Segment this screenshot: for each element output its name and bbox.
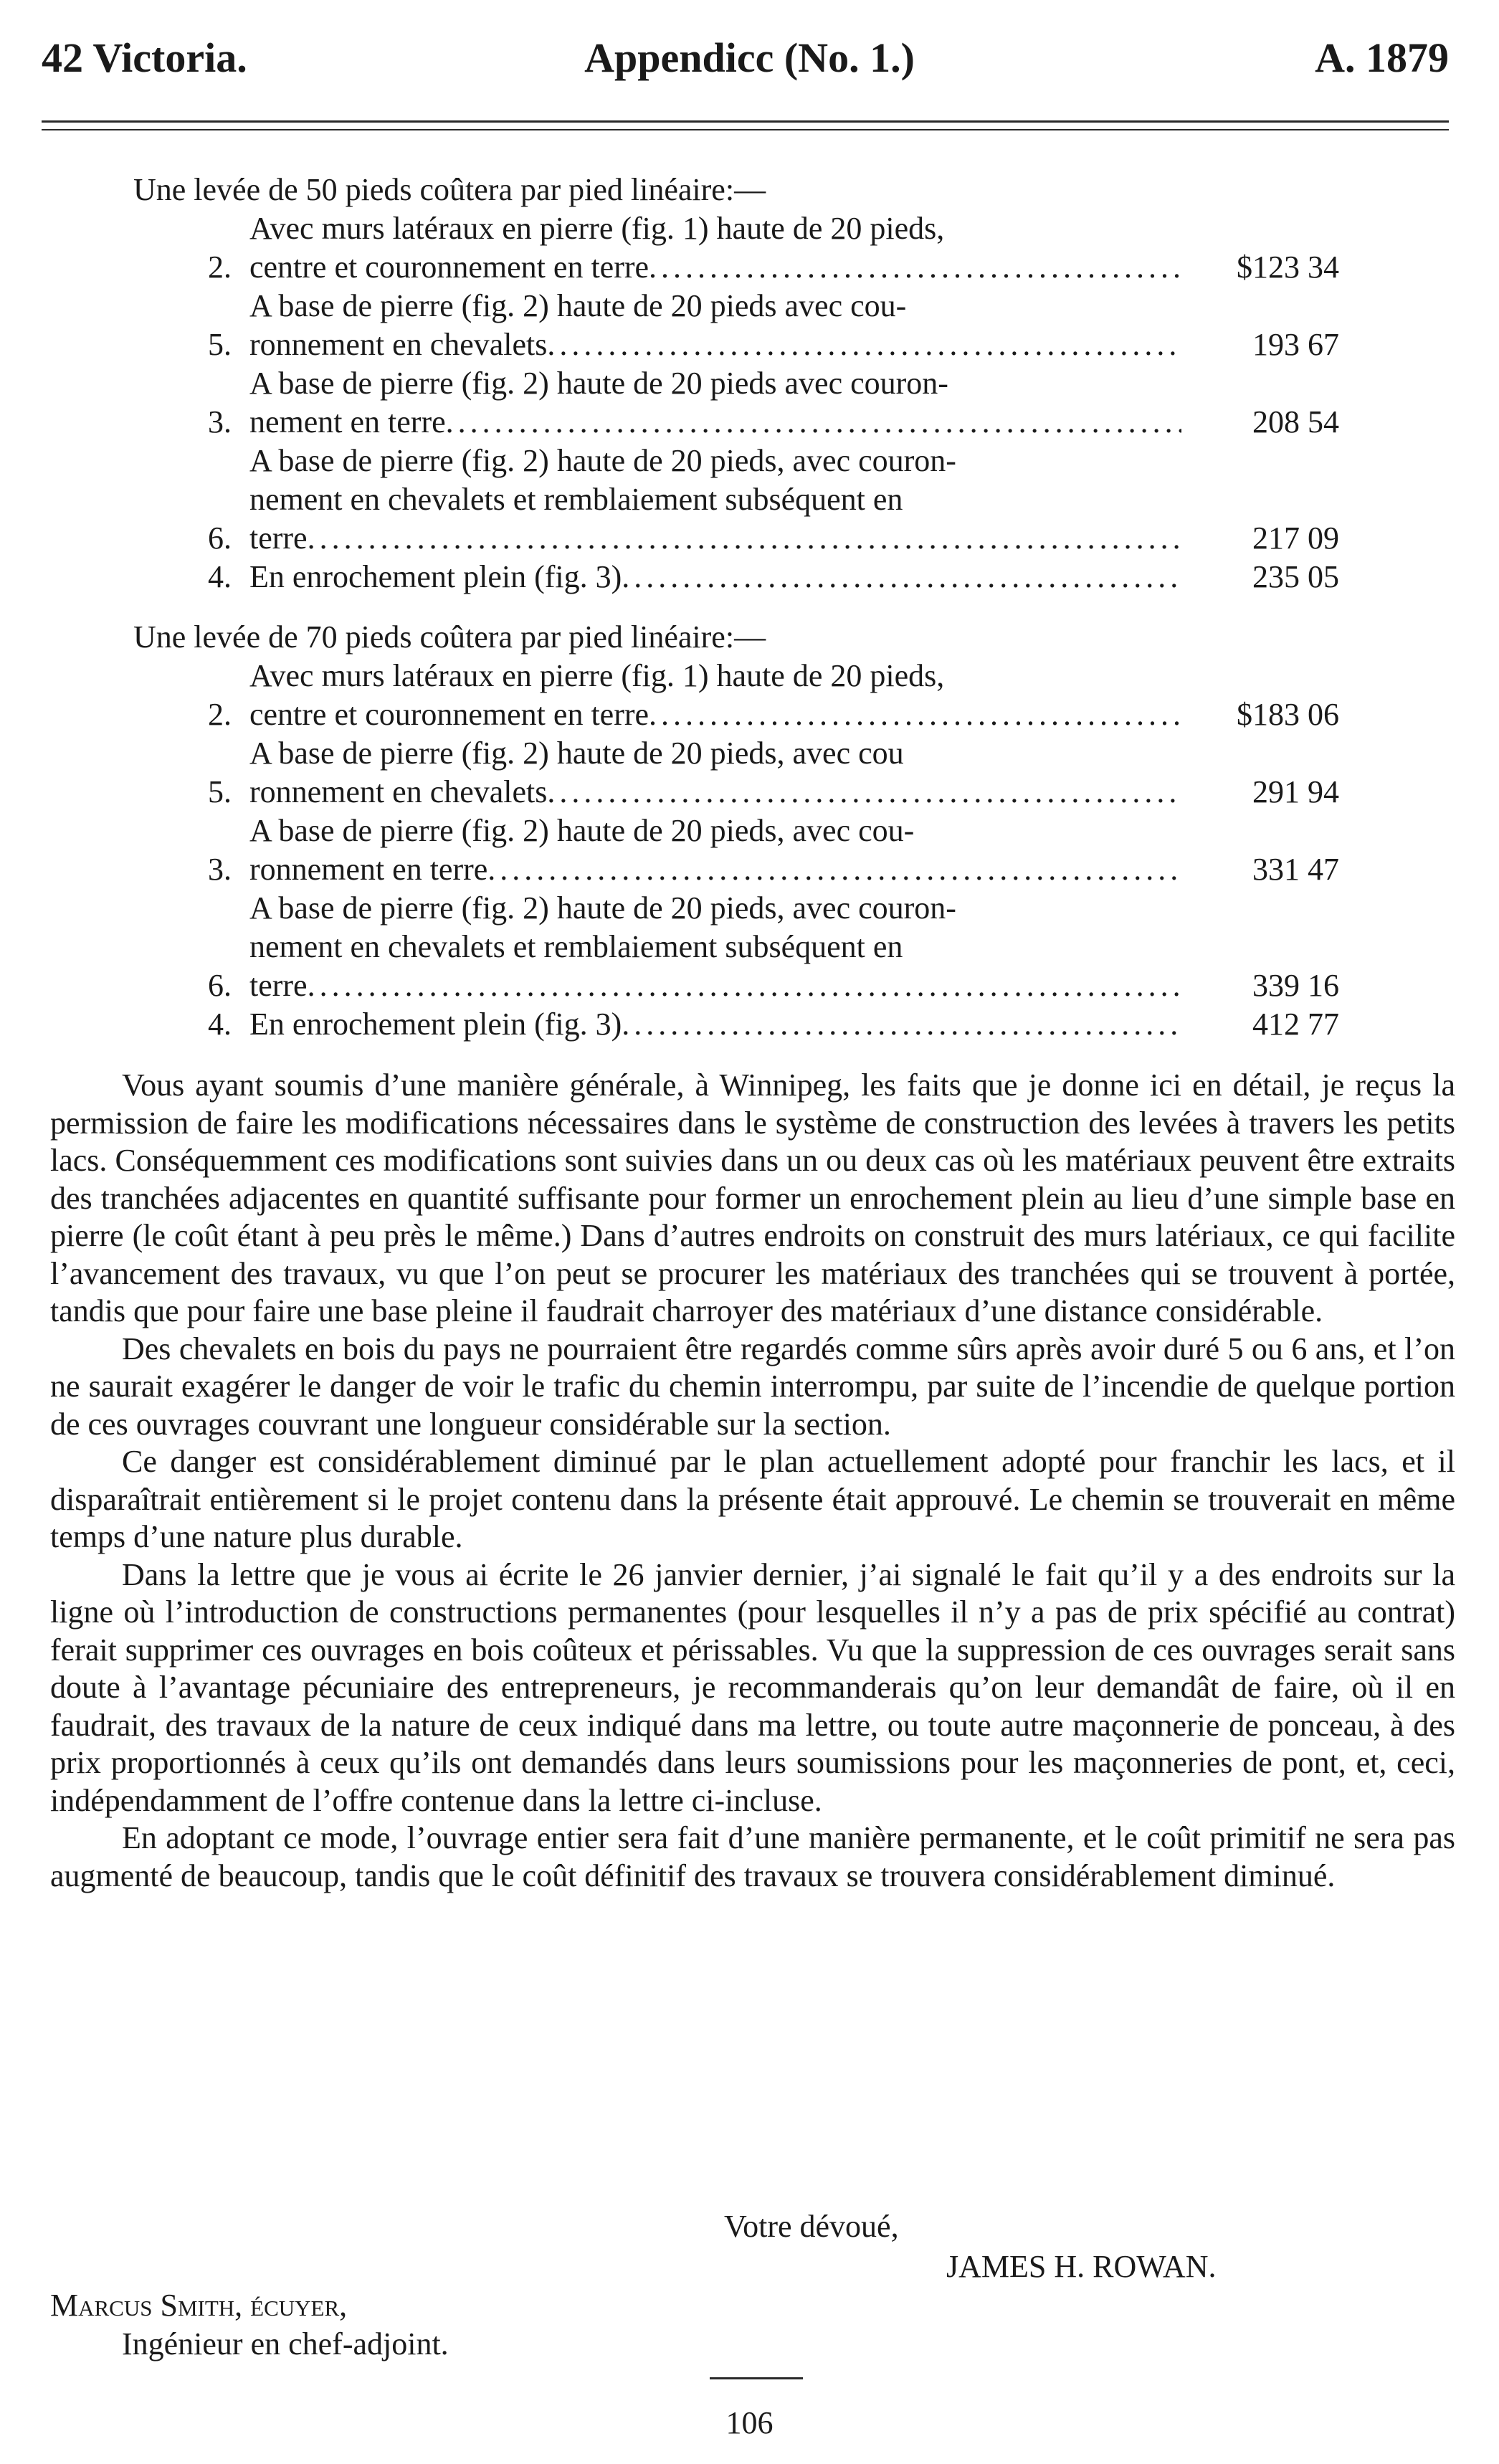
header-rule-2: [42, 129, 1449, 130]
cost-item: [42, 889, 1447, 1005]
addressee-name-text: Marcus Smith, écuyer,: [50, 2288, 348, 2323]
dot-leader: [649, 695, 1181, 734]
cost-item: [42, 812, 1447, 889]
cost-list-70-intro: Une levée de 70 pieds coûtera par pied linéaire:—: [133, 619, 766, 655]
dot-leader: [649, 248, 1181, 287]
cost-item: [42, 734, 1447, 812]
item-text: nement en chevalets et remblaiement subséquent en: [249, 482, 903, 517]
item-number: 5.: [208, 327, 232, 362]
item-text: ronnement en chevalets: [249, 774, 548, 809]
cost-item: [42, 287, 1447, 364]
addressee-title: Ingénieur en chef-adjoint.: [122, 2326, 449, 2361]
item-price: $183 06: [1237, 697, 1339, 732]
item-price: 235 05: [1252, 559, 1339, 594]
cost-item: [42, 657, 1447, 734]
item-text: terre: [249, 520, 308, 556]
cost-item: [42, 1005, 1447, 1044]
item-text: ronnement en terre: [249, 852, 488, 887]
item-price: 339 16: [1252, 968, 1339, 1003]
signature: JAMES H. ROWAN.: [946, 2249, 1217, 2284]
cost-item: [42, 364, 1447, 442]
item-price: 217 09: [1252, 520, 1339, 556]
item-text: Avec murs latéraux en pierre (fig. 1) haute de 20 pieds,: [249, 211, 945, 246]
item-price: $123 34: [1237, 249, 1339, 285]
addressee-name: [50, 2287, 347, 2324]
header-rule: [42, 120, 1449, 123]
paragraph: Des chevalets en bois du pays ne pourraient être regardés comme sûrs après avoir duré 5 ou 6 ans, et l’on ne saurait exagérer le danger de voir le trafic du chemin interrompu, par suite de l’incendie de quelque portion de ces ouvrages couvrant une longueur considérable sur la section.: [50, 1331, 1455, 1442]
item-number: 6.: [208, 968, 232, 1003]
cost-list-70: [42, 618, 1447, 1044]
dot-leader: [308, 519, 1181, 558]
item-number: 4.: [208, 559, 232, 594]
dot-leader: [487, 850, 1181, 889]
salutation: Votre dévoué,: [724, 2209, 899, 2244]
header-left: 42 Victoria.: [42, 34, 247, 81]
item-number: 3.: [208, 404, 232, 439]
item-text: A base de pierre (fig. 2) haute de 20 pieds, avec cou: [249, 736, 904, 771]
cost-item: [42, 209, 1447, 287]
paragraph: Dans la lettre que je vous ai écrite le 26 janvier dernier, j’ai signalé le fait qu’il y a des endroits sur la ligne où l’introduction de constructions permanentes (pour lesquelles il n’y a pas de prix spécifié au contrat) ferait supprimer ces ouvrages en bois coûteux et périssables. Vu que la suppression de ces ouvrages serait sans doute à l’avantage pécuniaire des entrepreneurs, je recommanderais qu’on leur demandât de faire, où il en faudrait, des travaux de la nature de ceux indiqué dans ma lettre, ou toute autre maçonnerie de ponceau, à des prix proportionnés à ceux qu’ils ont demandés dans leurs soumissions pour les maçonneries de pont, et, ceci, indépendamment de l’offre contenue dans la lettre ci-incluse.: [50, 1556, 1455, 1818]
item-text: ronnement en chevalets: [249, 327, 548, 362]
item-number: 5.: [208, 774, 232, 809]
item-text: nement en terre: [249, 404, 446, 439]
item-text: centre et couronnement en terre: [249, 249, 649, 285]
item-text: A base de pierre (fig. 2) haute de 20 pieds avec cou-: [249, 288, 907, 323]
item-text: nement en chevalets et remblaiement subséquent en: [249, 929, 903, 964]
item-price: 208 54: [1252, 404, 1339, 439]
cost-item: [42, 558, 1447, 596]
dot-leader: [446, 403, 1181, 442]
paragraph: Ce danger est considérablement diminué par le plan actuellement adopté pour franchir les lacs, et il disparaîtrait entièrement si le projet contenu dans la présente était approuvé. Le chemin se trouverait en même temps d’une nature plus durable.: [50, 1444, 1455, 1554]
item-number: 3.: [208, 852, 232, 887]
dot-leader: [622, 558, 1181, 596]
item-number: 6.: [208, 520, 232, 556]
item-number: 2.: [208, 697, 232, 732]
header-center: Appendicc (No. 1.): [584, 34, 915, 81]
paragraph: Vous ayant soumis d’une manière générale, à Winnipeg, les faits que je donne ici en détail, je reçus la permission de faire les modifications nécessaires dans le système de construction des levées à travers les petits lacs. Conséquemment ces modifications sont suivies dans un ou deux cas où les matériaux peuvent être extraits des tranchées adjacentes en quantité suffisante pour former un enrochement plein au lieu d’une simple base en pierre (le coût étant à peu près le même.) Dans d’autres endroits on construit des murs latériaux, ce qui facilite l’avancement des travaux, vu que l’on peut se procurer les matériaux des tranchées qui se trouvent à portée, tandis que pour faire une base pleine il faudrait charroyer des matériaux d’une distance considérable.: [50, 1067, 1455, 1328]
item-text: A base de pierre (fig. 2) haute de 20 pieds avec couron-: [249, 366, 948, 401]
cost-list-50: [42, 171, 1447, 596]
dot-leader: [547, 773, 1181, 812]
cost-list-50-intro: Une levée de 50 pieds coûtera par pied linéaire:—: [133, 172, 766, 207]
letter-body: [50, 1067, 1455, 1895]
item-text: A base de pierre (fig. 2) haute de 20 pieds, avec couron-: [249, 890, 956, 926]
dot-leader: [308, 966, 1181, 1005]
item-number: 2.: [208, 249, 232, 285]
dot-leader: [547, 325, 1181, 364]
paragraph: En adoptant ce mode, l’ouvrage entier sera fait d’une manière permanente, et le coût primitif ne sera pas augmenté de beaucoup, tandis que le coût définitif des travaux se trouvera considérablement diminué.: [50, 1820, 1455, 1893]
item-text: A base de pierre (fig. 2) haute de 20 pieds, avec couron-: [249, 443, 956, 478]
item-text: En enrochement plein (fig. 3): [249, 1007, 622, 1042]
item-number: 4.: [208, 1007, 232, 1042]
item-text: En enrochement plein (fig. 3): [249, 559, 622, 594]
cost-item: [42, 442, 1447, 558]
page-number: 106: [725, 2405, 774, 2440]
item-text: centre et couronnement en terre: [249, 697, 649, 732]
item-text: Avec murs latéraux en pierre (fig. 1) haute de 20 pieds,: [249, 658, 945, 693]
item-price: 291 94: [1252, 774, 1339, 809]
item-text: A base de pierre (fig. 2) haute de 20 pieds, avec cou-: [249, 813, 915, 848]
dot-leader: [622, 1005, 1181, 1044]
item-price: 193 67: [1252, 327, 1339, 362]
footer-rule: [710, 2377, 803, 2379]
header-right: A. 1879: [1315, 34, 1449, 81]
item-price: 331 47: [1252, 852, 1339, 887]
item-price: 412 77: [1252, 1007, 1339, 1042]
item-text: terre: [249, 968, 308, 1003]
